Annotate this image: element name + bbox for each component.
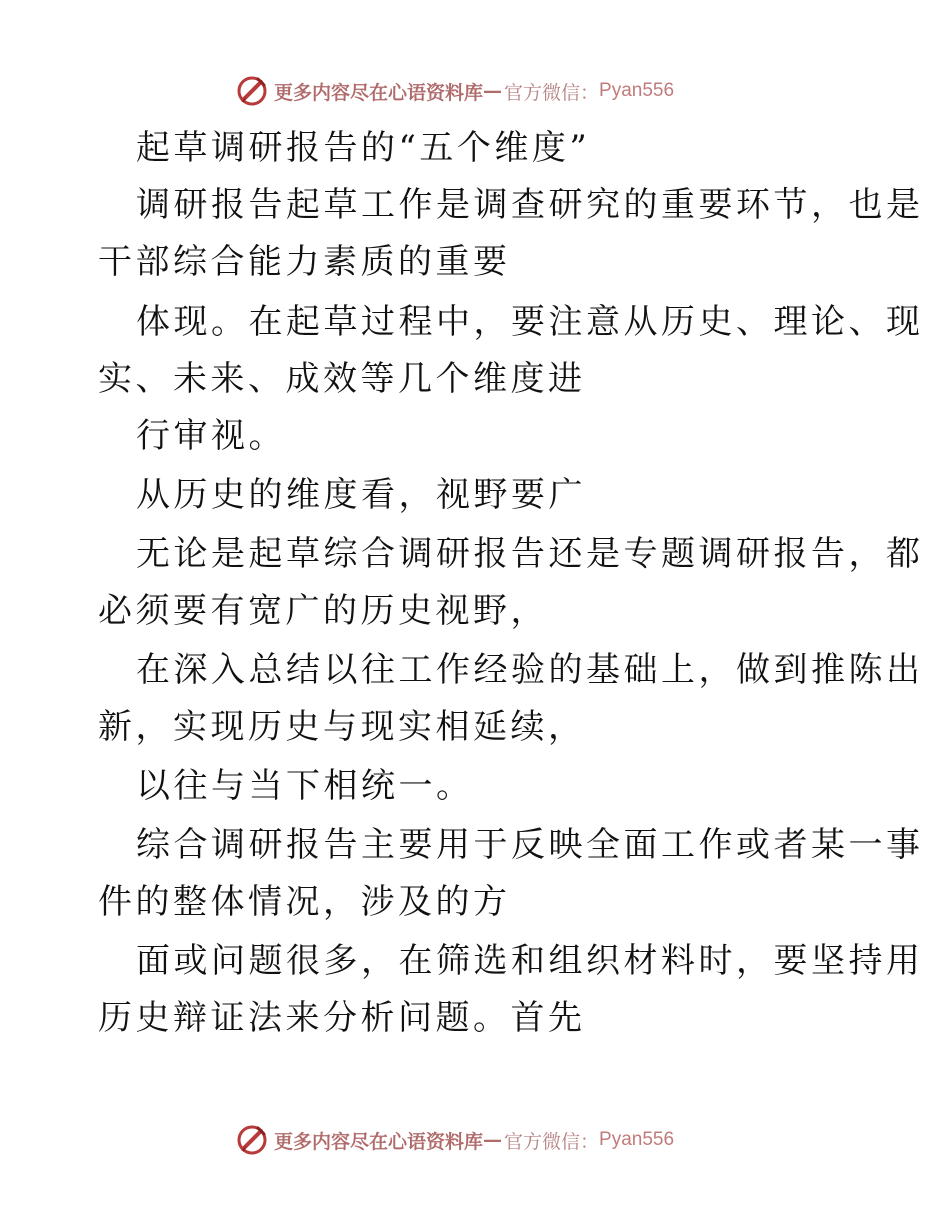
paragraph-line: 以往与当下相统一。 <box>136 766 474 806</box>
paragraph-line: 新，实现历史与现实相延续， <box>98 707 586 747</box>
paragraph-line: 干部综合能力素质的重要 <box>98 242 511 282</box>
watermark-title: 更多内容尽在心语资料库 <box>274 81 484 104</box>
watermark-wechat-label: 官方微信： <box>504 1130 600 1153</box>
header-watermark <box>234 71 674 111</box>
document-title: 起草调研报告的“五个维度” <box>136 128 591 168</box>
pen-logo-icon <box>234 1122 270 1158</box>
paragraph-line: 历史辩证法来分析问题。首先 <box>98 998 586 1038</box>
paragraph-line: 实、未来、成效等几个维度进 <box>98 359 586 399</box>
paragraph-line: 面或问题很多，在筛选和组织材料时，要坚持用 <box>136 941 924 981</box>
footer-watermark <box>234 1120 674 1160</box>
paragraph-line: 调研报告起草工作是调查研究的重要环节，也是 <box>136 185 924 225</box>
paragraph-line: 在深入总结以往工作经验的基础上，做到推陈出 <box>136 650 924 690</box>
pen-logo-icon <box>234 73 270 109</box>
paragraph-line: 综合调研报告主要用于反映全面工作或者某一事 <box>136 825 924 865</box>
paragraph-line: 件的整体情况，涉及的方 <box>98 882 511 922</box>
watermark-dash: — <box>483 80 503 102</box>
watermark-dash: — <box>483 1129 503 1151</box>
paragraph-line: 必须要有宽广的历史视野， <box>98 591 548 631</box>
watermark-wechat-id: Pyan556 <box>599 80 675 101</box>
section-heading: 从历史的维度看，视野要广 <box>136 475 586 515</box>
paragraph-line: 体现。在起草过程中，要注意从历史、理论、现 <box>136 302 924 342</box>
paragraph-line: 无论是起草综合调研报告还是专题调研报告，都 <box>136 534 924 574</box>
watermark-wechat-id: Pyan556 <box>599 1129 675 1150</box>
watermark-wechat-label: 官方微信： <box>504 81 600 104</box>
watermark-title: 更多内容尽在心语资料库 <box>274 1130 484 1153</box>
paragraph-line: 行审视。 <box>136 416 286 456</box>
